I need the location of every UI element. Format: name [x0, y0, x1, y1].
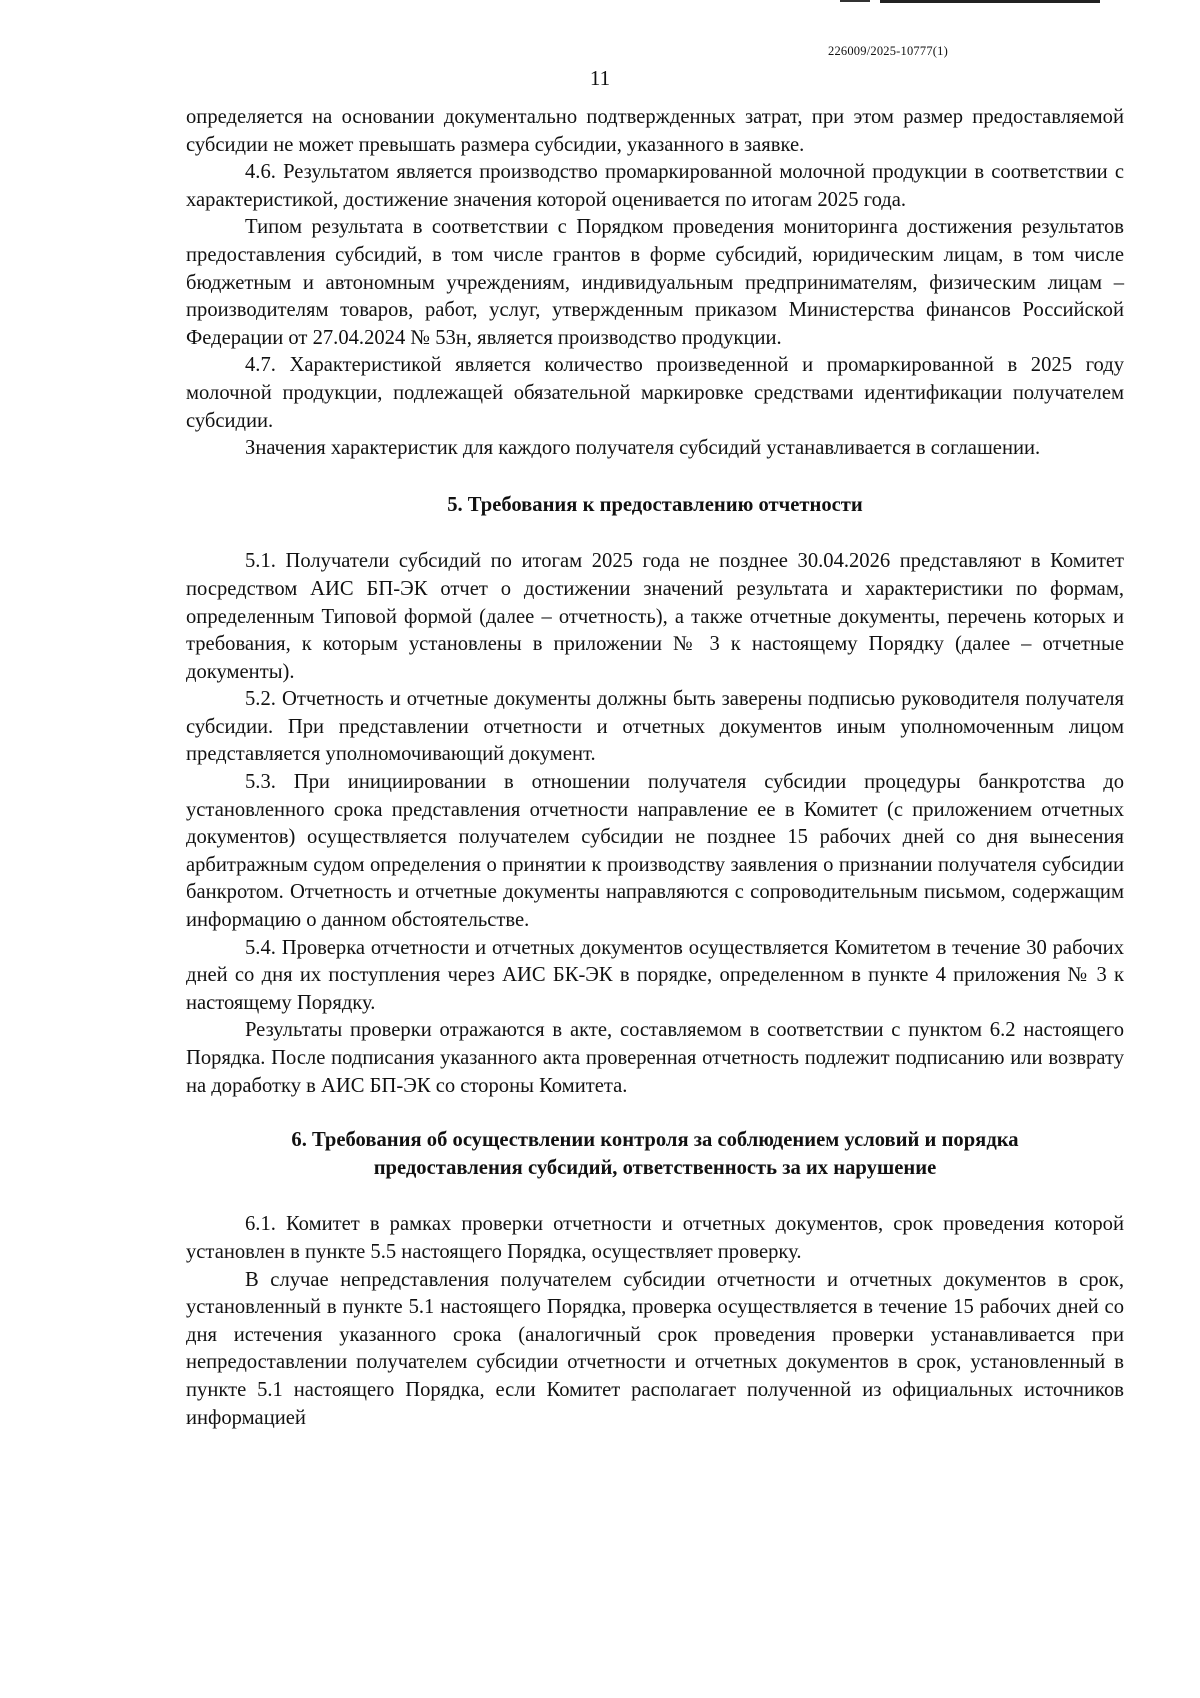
- paragraph-4-7: 4.7. Характеристикой является количество произведенной и промаркированной в 2025 году молочной продукции, подлежащей обязательной маркировке средствами идентификации получателем субсидии.: [186, 354, 1124, 432]
- top-fragment-mark: [840, 0, 870, 2]
- document-registration-number: 226009/2025-10777(1): [828, 44, 948, 58]
- paragraph-non-submission: В случае непредставления получателем субсидии отчетности и отчетных документов в срок, установленный в пункте 5.1 настоящего Порядка, проверка осуществляется в течение 15 рабочих дней со дня истечения указанного срока (аналогичный срок проведения проверки устанавливается при непредоставлении получателем субсидии отчетности и отчетных документов в срок, установленный в пункте 5.1 настоящего Порядка, если Комитет располагает полученной из официальных источников информацией: [186, 1268, 1124, 1429]
- paragraph-6-1: 6.1. Комитет в рамках проверки отчетности и отчетных документов, срок проведения которой установлен в пункте 5.5 настоящего Порядка, осуществляет проверку.: [186, 1213, 1124, 1263]
- paragraph-5-4: 5.4. Проверка отчетности и отчетных документов осуществляется Комитетом в течение 30 рабочих дней со дня их поступления через АИС БК-ЭК в порядке, определенном в пункте 4 приложения № 3 к настоящему Порядку.: [186, 936, 1124, 1014]
- section-5-heading: 5. Требования к предоставлению отчетности: [447, 493, 863, 516]
- paragraph-characteristic-values: Значения характеристик для каждого получателя субсидий устанавливается в соглашении.: [245, 437, 1041, 460]
- section-6-heading-line1: 6. Требования об осуществлении контроля за соблюдением условий и порядка: [291, 1129, 1019, 1152]
- paragraph-5-1: 5.1. Получатели субсидий по итогам 2025 года не позднее 30.04.2026 представляют в Комитет посредством АИС БП-ЭК отчет о достижении значений результата и характеристики по формам, определенным Типовой формой (далее – отчетность), а также отчетные документы, перечень которых и требования, к которым установлены в приложении № 3 к настоящему Порядку (далее – отчетные документы).: [186, 550, 1124, 683]
- paragraph-continuation: определяется на основании документально подтвержденных затрат, при этом размер предоставляемой субсидии не может превышать размера субсидии, указанного в заявке.: [186, 106, 1124, 156]
- section-6-heading: [186, 1100, 1124, 1211]
- paragraph-check-results: Результаты проверки отражаются в акте, составляемом в соответствии с пунктом 6.2 настоящего Порядка. После подписания указанного акта проверенная отчетность подлежит подписанию или возврату на доработку в АИС БП-ЭК со стороны Комитета.: [186, 1019, 1124, 1097]
- top-underline-mark: [880, 0, 1100, 3]
- paragraph-result-type: Типом результата в соответствии с Порядком проведения мониторинга достижения результатов предоставления субсидий, в том числе грантов в форме субсидий, юридическим лицам, в том числе бюджетным и автономным учреждениям, индивидуальным предпринимателям, физическим лицам – производителям товаров, работ, услуг, утвержденным приказом Министерства финансов Российской Федерации от 27.04.2024 № 53н, является производство продукции.: [186, 216, 1124, 349]
- document-body: [186, 104, 1124, 1432]
- paragraph-5-2: 5.2. Отчетность и отчетные документы должны быть заверены подписью руководителя получателя субсидии. При представлении отчетности и отчетных документов иным уполномоченным лицом представляется уполномочивающий документ.: [186, 688, 1124, 766]
- section-6-heading-line2: предоставления субсидий, ответственность за их нарушение: [373, 1156, 937, 1179]
- paragraph-4-6: 4.6. Результатом является производство промаркированной молочной продукции в соответствии с характеристикой, достижение значения которой оценивается по итогам 2025 года.: [186, 161, 1124, 211]
- page-number: 11: [589, 66, 611, 90]
- paragraph-5-3: 5.3. При инициировании в отношении получателя субсидии процедуры банкротства до установленного срока представления отчетности направление ее в Комитет (с приложением отчетных документов) осуществляется получателем субсидии не позднее 15 рабочих дней со дня вынесения арбитражным судом определения о принятии к производству заявления о признании получателя субсидии банкротом. Отчетность и отчетные документы направляются с сопроводительным письмом, содержащим информацию о данном обстоятельстве.: [186, 771, 1124, 932]
